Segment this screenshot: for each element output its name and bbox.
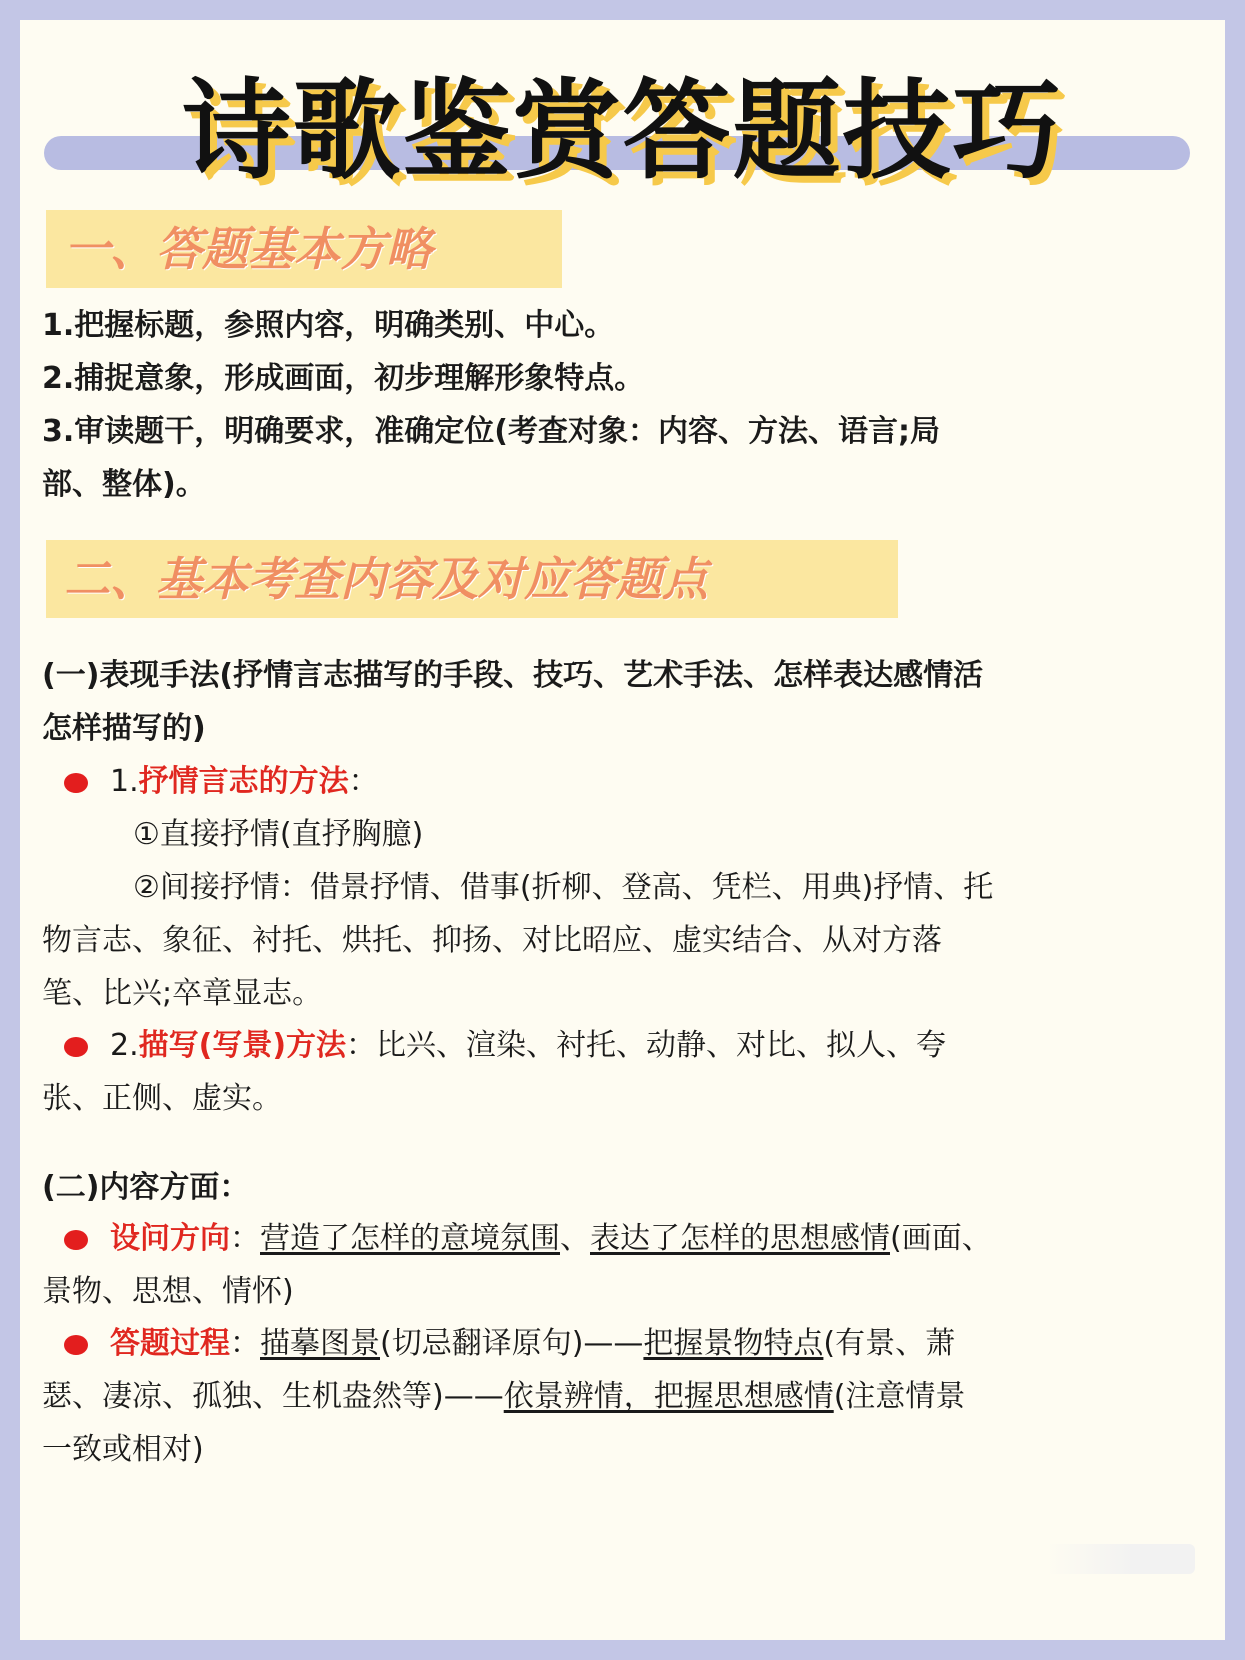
part2-bullet2 bbox=[110, 1324, 955, 1364]
part2-title: (二)内容方面： bbox=[42, 1170, 250, 1205]
underlined-text: 表达了怎样的思想感情 bbox=[590, 1221, 890, 1256]
plain-text: 瑟、凄凉、孤独、生机盎然等)—— bbox=[42, 1379, 504, 1414]
colon: ： bbox=[348, 764, 379, 799]
part2-bullet2-line2 bbox=[42, 1377, 965, 1417]
part1-bullet2 bbox=[110, 1026, 946, 1066]
bullet-number: 2. bbox=[110, 1028, 139, 1063]
bullet-dot bbox=[64, 773, 88, 793]
part2-bullet1-line2: 景物、思想、情怀) bbox=[42, 1274, 294, 1309]
colon: ： bbox=[230, 1221, 260, 1256]
section1-item-3: 3.审读题干，明确要求，准确定位(考查对象：内容、方法、语言;局 bbox=[42, 414, 940, 449]
watermark bbox=[1045, 1544, 1195, 1574]
part1-sub2-line1: ②间接抒情：借景抒情、借事(折柳、登高、凭栏、用典)抒情、托 bbox=[133, 870, 994, 905]
part1-bullet2-line2: 张、正侧、虚实。 bbox=[42, 1081, 282, 1116]
section1-item-1: 1.把握标题，参照内容，明确类别、中心。 bbox=[42, 308, 615, 343]
colon: ： bbox=[346, 1028, 377, 1063]
section1-item-3-cont: 部、整体)。 bbox=[42, 467, 206, 502]
part1-title-line2: 怎样描写的) bbox=[42, 711, 206, 746]
underlined-text: 营造了怎样的意境氛围 bbox=[260, 1221, 560, 1256]
bullet-dot bbox=[64, 1335, 88, 1355]
underlined-text: 把握景物特点 bbox=[643, 1326, 824, 1361]
part2-bullet2-line3: 一致或相对) bbox=[42, 1432, 204, 1467]
part1-sub1: ①直接抒情(直抒胸臆) bbox=[133, 817, 424, 852]
plain-text: (有景、萧 bbox=[823, 1326, 956, 1361]
section2-heading: 二、基本考查内容及对应答题点 bbox=[46, 540, 898, 618]
plain-text: (注意情景 bbox=[833, 1379, 966, 1414]
part1-sub2-line2: 物言志、象征、衬托、烘托、抑扬、对比昭应、虚实结合、从对方落 bbox=[42, 923, 942, 958]
bullet-dot bbox=[64, 1037, 88, 1057]
section1-item-2: 2.捕捉意象，形成画面，初步理解形象特点。 bbox=[42, 361, 645, 396]
page bbox=[20, 20, 1225, 1640]
plain-text: (切忌翻译原句)—— bbox=[380, 1326, 644, 1361]
tail-text: (画面、 bbox=[890, 1221, 992, 1256]
bullet-label: 答题过程 bbox=[110, 1326, 230, 1361]
separator: 、 bbox=[560, 1221, 590, 1256]
bullet-label: 描写(写景)方法 bbox=[138, 1028, 347, 1063]
bullet-dot bbox=[64, 1230, 88, 1250]
colon: ： bbox=[230, 1326, 260, 1361]
page-title: 诗歌鉴赏答题技巧 bbox=[182, 69, 1063, 194]
underlined-text: 描摹图景 bbox=[260, 1326, 380, 1361]
section1-heading: 一、答题基本方略 bbox=[46, 210, 562, 288]
part1-title-line1: (一)表现手法(抒情言志描写的手段、技巧、艺术手法、怎样表达感情活 bbox=[42, 658, 984, 693]
part2-bullet1 bbox=[110, 1219, 992, 1259]
underlined-text: 依景辨情，把握思想感情 bbox=[503, 1379, 834, 1414]
part1-sub2-line3: 笔、比兴;卒章显志。 bbox=[42, 976, 323, 1011]
bullet-number: 1. bbox=[110, 764, 139, 799]
bullet-label: 设问方向 bbox=[110, 1221, 230, 1256]
part1-bullet1 bbox=[110, 762, 379, 802]
bullet-text: 比兴、渲染、衬托、动静、对比、拟人、夸 bbox=[376, 1028, 947, 1063]
bullet-label: 抒情言志的方法 bbox=[138, 764, 349, 799]
